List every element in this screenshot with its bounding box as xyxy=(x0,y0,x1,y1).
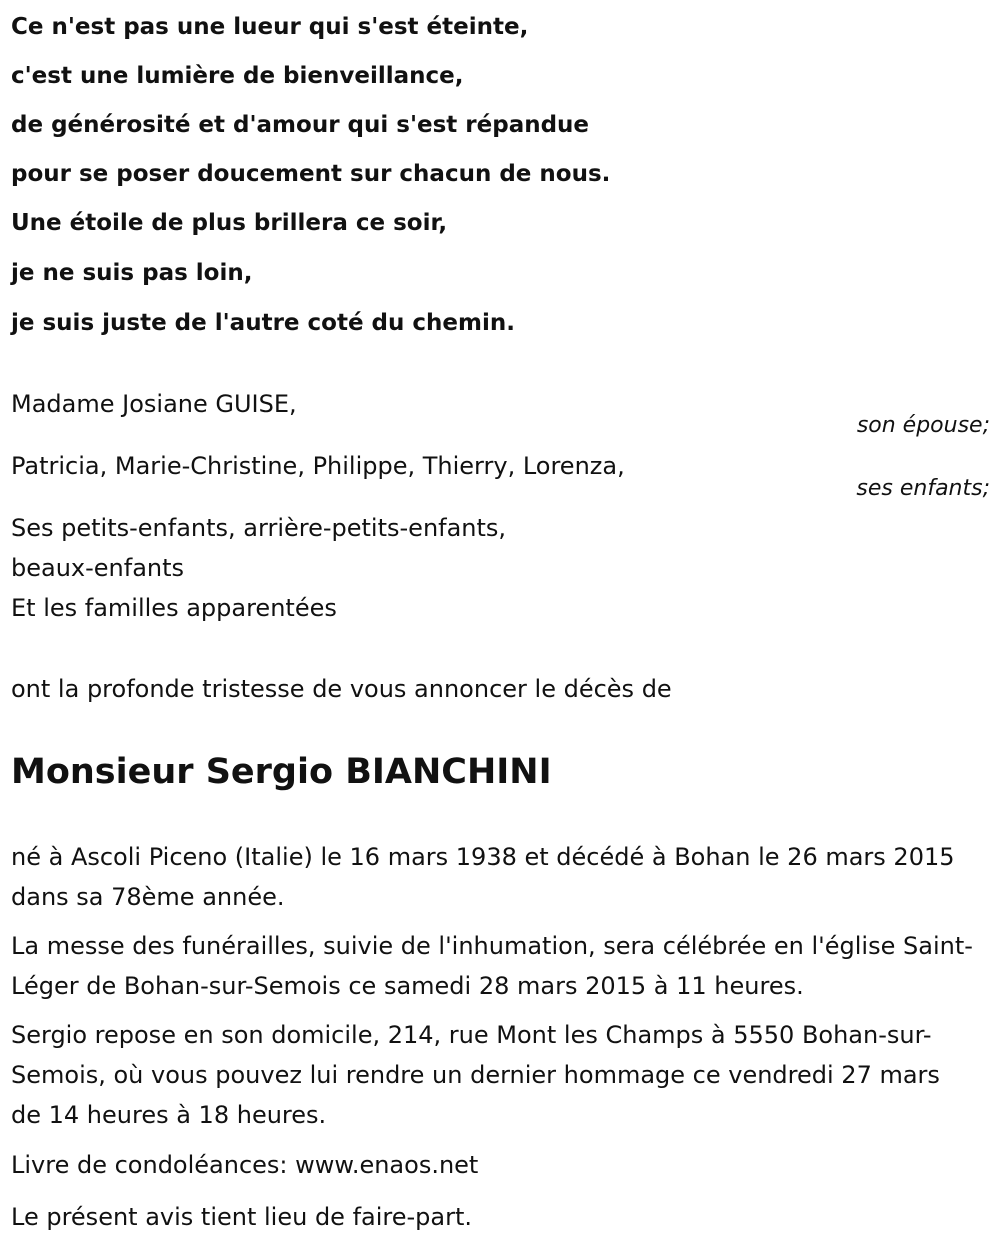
spouse-role: son épouse; xyxy=(856,413,990,438)
relatives-line: Et les familles apparentées xyxy=(11,594,337,622)
poem-line-5: Une étoile de plus brillera ce soir, xyxy=(11,210,448,236)
grandchildren-line: Ses petits-enfants, arrière-petits-enfants, xyxy=(11,514,507,542)
visitation-paragraph: Sergio repose en son domicile, 214, rue Mont les Champs à 5550 Bohan-sur-Semois, où vous pouvez lui rendre un dernier hommage ce vendredi 27 mars de 14 heures à 18 heures. xyxy=(11,1021,940,1129)
birth-death-paragraph: né à Ascoli Piceno (Italie) le 16 mars 1938 et décédé à Bohan le 26 mars 2015 dans sa 78ème année. xyxy=(11,843,955,911)
poem-line-1: Ce n'est pas une lueur qui s'est éteinte, xyxy=(11,14,529,40)
spouse-name: Madame Josiane GUISE, xyxy=(11,390,297,418)
poem-line-6: je ne suis pas loin, xyxy=(11,260,253,286)
condolences-line: Livre de condoléances: www.enaos.net xyxy=(11,1151,479,1179)
notice-line: Le présent avis tient lieu de faire-part. xyxy=(11,1203,473,1231)
children-role: ses enfants; xyxy=(856,476,990,501)
poem-line-2: c'est une lumière de bienveillance, xyxy=(11,63,464,89)
in-laws-line: beaux-enfants xyxy=(11,554,185,582)
children-names: Patricia, Marie-Christine, Philippe, Thierry, Lorenza, xyxy=(11,452,625,480)
announcement: ont la profonde tristesse de vous annoncer le décès de xyxy=(11,675,672,703)
poem-line-7: je suis juste de l'autre coté du chemin. xyxy=(11,310,515,336)
poem-line-3: de générosité et d'amour qui s'est répandue xyxy=(11,112,590,138)
deceased-name: Monsieur Sergio BIANCHINI xyxy=(11,752,552,792)
poem-line-4: pour se poser doucement sur chacun de nous. xyxy=(11,161,611,187)
funeral-paragraph: La messe des funérailles, suivie de l'inhumation, sera célébrée en l'église Saint-Léger de Bohan-sur-Semois ce samedi 28 mars 2015 à 11 heures. xyxy=(11,932,973,1000)
